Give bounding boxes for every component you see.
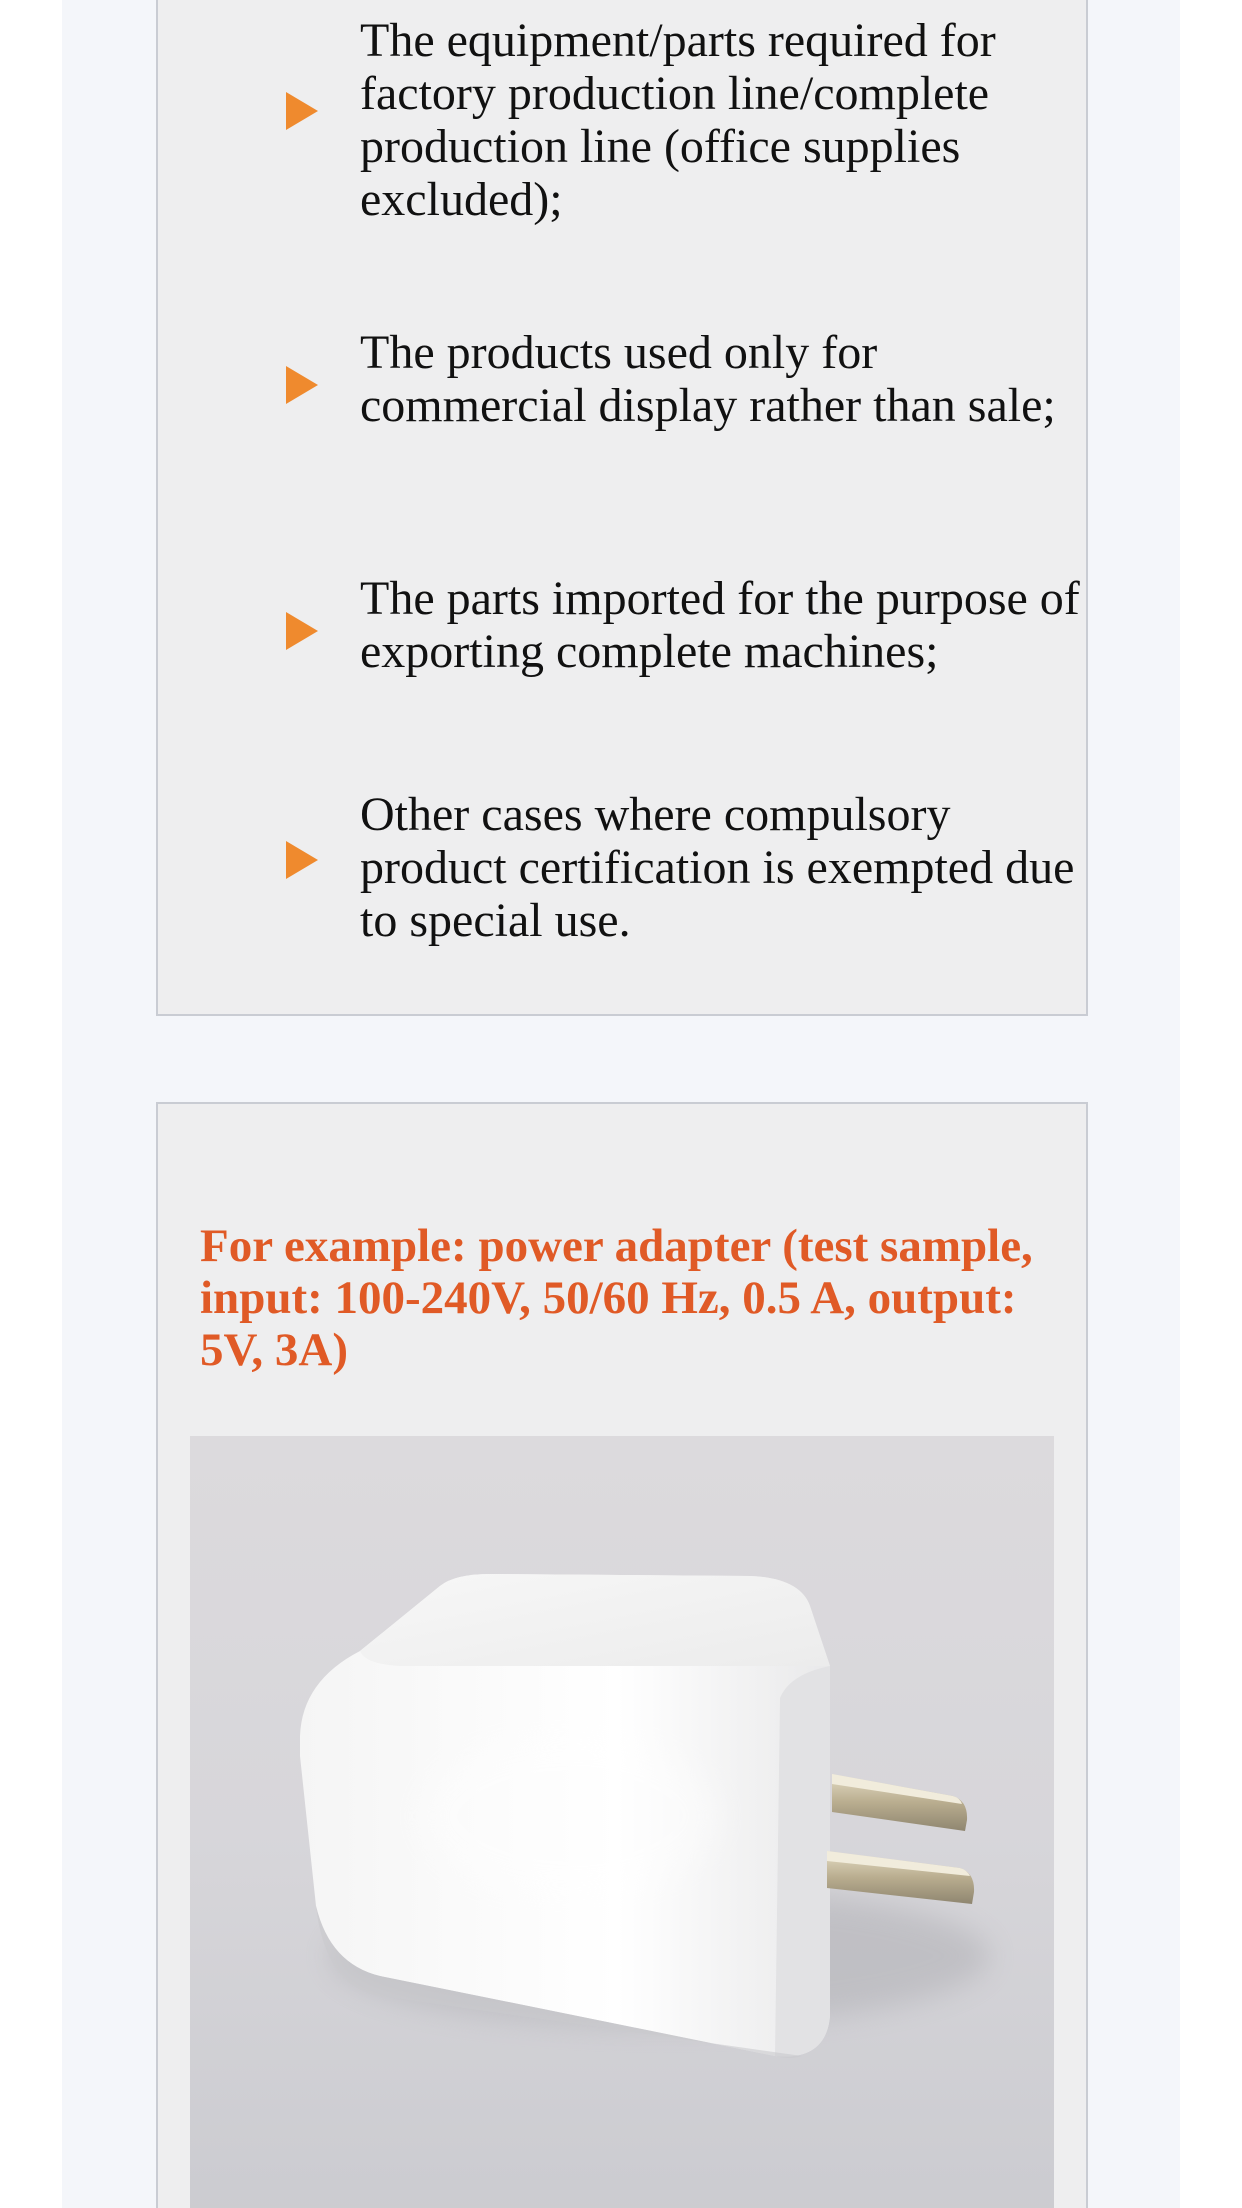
- play-arrow-icon: [286, 366, 318, 404]
- power-adapter-photo: [190, 1436, 1054, 2208]
- play-arrow-icon: [286, 92, 318, 130]
- example-panel: [156, 1102, 1088, 2208]
- play-arrow-icon: [286, 841, 318, 879]
- example-heading: For example: power adapter (test sample, input: 100-240V, 50/60 Hz, 0.5 A, output: 5V, 3A): [200, 1220, 1033, 1376]
- exemption-item-text: The parts imported for the purpose of exporting complete machines;: [360, 572, 1080, 678]
- exemptions-panel: [156, 0, 1088, 1016]
- exemption-item-text: Other cases where compulsory product certification is exempted due to special use.: [360, 788, 1075, 947]
- play-arrow-icon: [286, 612, 318, 650]
- exemption-item-text: The equipment/parts required for factory production line/complete production line (office supplies excluded);: [360, 14, 996, 226]
- exemption-item-text: The products used only for commercial display rather than sale;: [360, 326, 1056, 432]
